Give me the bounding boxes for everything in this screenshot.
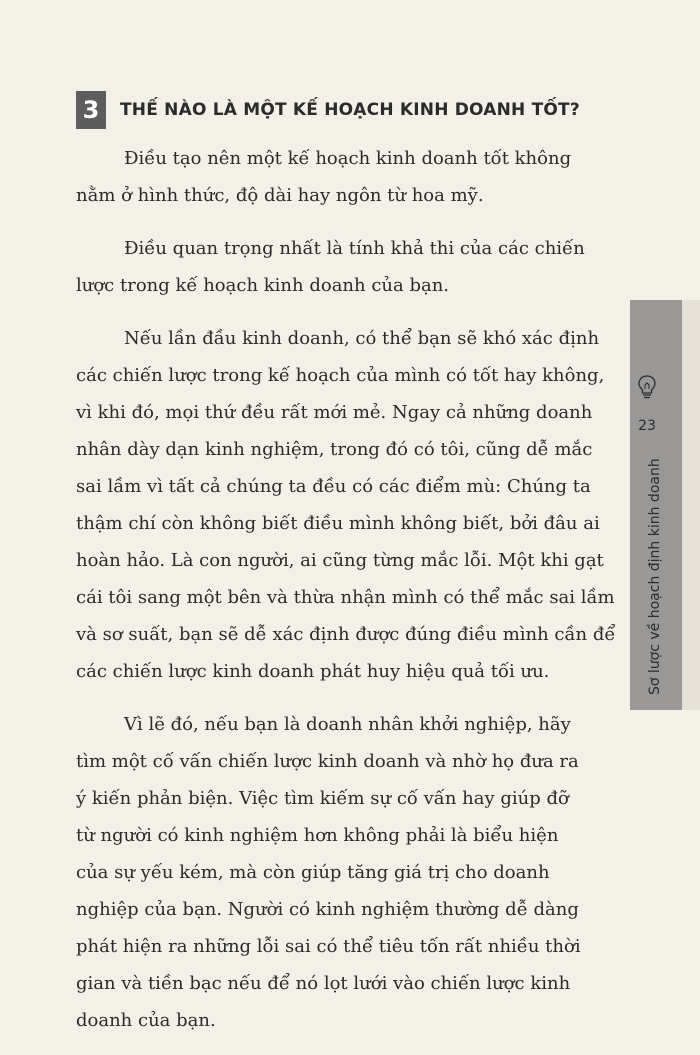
paragraph-4 (76, 706, 581, 1039)
body-text (76, 140, 616, 1055)
text-line: các chiến lược trong kế hoạch của mình có tốt hay không, (76, 365, 605, 386)
text-line: nằm ở hình thức, độ dài hay ngôn từ hoa mỹ. (76, 185, 484, 206)
text-line: của sự yếu kém, mà còn giúp tăng giá trị cho doanh (76, 862, 550, 883)
text-line: gian và tiền bạc nếu để nó lọt lưới vào chiến lược kinh (76, 973, 571, 994)
section-heading (76, 90, 580, 130)
text-line: doanh của bạn. (76, 1010, 216, 1031)
paragraph-3 (76, 320, 616, 690)
text-line: Điều tạo nên một kế hoạch kinh doanh tốt không (124, 148, 572, 169)
chapter-tab (630, 300, 700, 710)
text-line: từ người có kinh nghiệm hơn không phải là biểu hiện (76, 825, 559, 846)
text-line: các chiến lược kinh doanh phát huy hiệu quả tối ưu. (76, 661, 550, 682)
text-line: ý kiến phản biện. Việc tìm kiếm sự cố vấn hay giúp đỡ (76, 788, 569, 809)
text-line: tìm một cố vấn chiến lược kinh doanh và nhờ họ đưa ra (76, 751, 579, 772)
text-line: phát hiện ra những lỗi sai có thể tiêu tốn rất nhiều thời (76, 936, 581, 957)
running-title: Sơ lược về hoạch định kinh doanh (647, 458, 663, 695)
text-line: sai lầm vì tất cả chúng ta đều có các điểm mù: Chúng ta (76, 476, 591, 497)
paragraph-2 (76, 230, 585, 304)
text-line: nhân dày dạn kinh nghiệm, trong đó có tôi, cũng dễ mắc (76, 439, 593, 460)
section-number-badge: 3 (76, 91, 106, 129)
text-line: lược trong kế hoạch kinh doanh của bạn. (76, 275, 450, 296)
text-line: Nếu lần đầu kinh doanh, có thể bạn sẽ khó xác định (124, 328, 600, 349)
text-line: và sơ suất, bạn sẽ dễ xác định được đúng điều mình cần để (76, 624, 616, 645)
text-line: vì khi đó, mọi thứ đều rất mới mẻ. Ngay cả những doanh (76, 402, 593, 423)
text-line: cái tôi sang một bên và thừa nhận mình có thể mắc sai lầm (76, 587, 615, 608)
lightbulb-icon (636, 374, 658, 400)
text-line: hoàn hảo. Là con người, ai cũng từng mắc lỗi. Một khi gạt (76, 550, 604, 571)
paragraph-1 (76, 140, 576, 214)
text-line: nghiệp của bạn. Người có kinh nghiệm thường dễ dàng (76, 899, 579, 920)
page-number: 23 (638, 418, 656, 434)
text-line: Điều quan trọng nhất là tính khả thi của các chiến (124, 238, 585, 259)
text-line: Vì lẽ đó, nếu bạn là doanh nhân khởi nghiệp, hãy (124, 714, 571, 735)
section-title: THẾ NÀO LÀ MỘT KẾ HOẠCH KINH DOANH TỐT? (120, 100, 580, 120)
text-line: thậm chí còn không biết điều mình không biết, bởi đâu ai (76, 513, 600, 534)
